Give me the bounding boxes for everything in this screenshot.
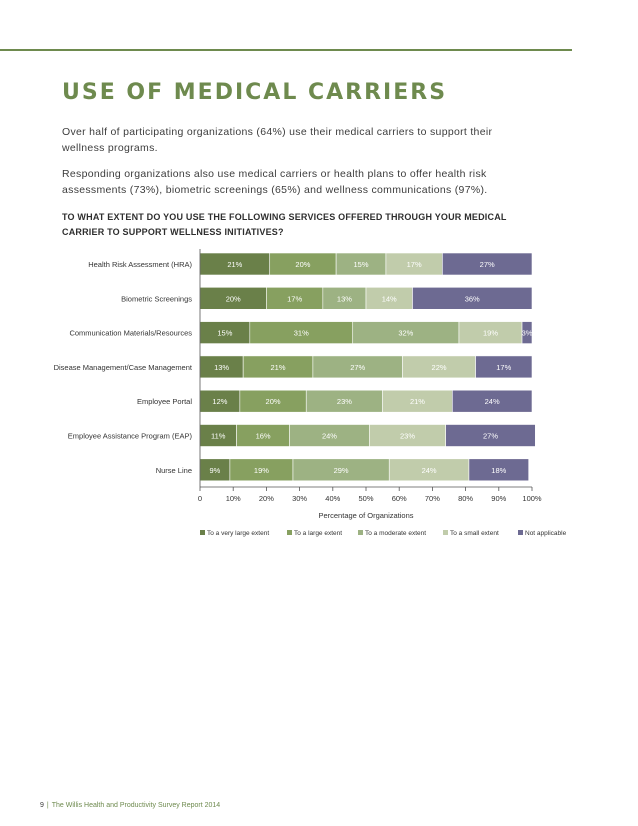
- data-label: 21%: [227, 260, 243, 269]
- data-label: 23%: [399, 431, 416, 441]
- survey-question: TO WHAT EXTENT DO YOU USE THE FOLLOWING SERVICES OFFERED THROUGH YOUR MEDICAL CARRIER TO SUPPORT WELLNESS INITIATIVES?: [62, 212, 507, 237]
- data-label: 22%: [431, 362, 447, 372]
- data-label: 21%: [409, 397, 425, 407]
- legend-swatch: [287, 530, 292, 535]
- legend-label: Not applicable: [525, 530, 567, 537]
- category-label: Employee Portal: [136, 397, 192, 407]
- x-tick-label: 70%: [424, 494, 440, 503]
- legend-label: To a moderate extent: [365, 530, 427, 537]
- data-label: 23%: [336, 397, 352, 407]
- top-rule: [0, 49, 572, 51]
- page-footer: [40, 802, 220, 809]
- legend-label: To a very large extent: [207, 530, 270, 537]
- data-label: 20%: [295, 260, 311, 269]
- data-label: 16%: [255, 431, 271, 441]
- data-label: 17%: [287, 294, 303, 304]
- category-label: Nurse Line: [155, 465, 192, 475]
- intro-paragraph: Over half of participating organizations (64%) use their medical carriers to support their wellness programs.: [62, 126, 493, 154]
- data-label: 27%: [482, 431, 499, 441]
- category-label: Employee Assistance Program (EAP): [67, 431, 192, 441]
- legend-swatch: [443, 530, 448, 535]
- stacked-bar-chart: [0, 240, 638, 560]
- data-label: 20%: [265, 397, 281, 407]
- data-label: 20%: [225, 294, 241, 304]
- legend-swatch: [358, 530, 363, 535]
- category-label: Disease Management/Case Management: [53, 362, 192, 372]
- data-label: 27%: [350, 362, 366, 372]
- report-title: The Willis Health and Productivity Survey Report 2014: [51, 802, 221, 809]
- page-number: 9: [40, 802, 44, 809]
- category-label: Health Risk Assessment (HRA): [88, 260, 192, 269]
- footer-separator: |: [46, 802, 49, 809]
- data-label: 17%: [496, 362, 512, 372]
- data-label: 19%: [482, 328, 499, 338]
- x-tick-label: 100%: [522, 494, 542, 503]
- carrier-services-paragraph: Responding organizations also use medical carriers or health plans to offer health risk assessments (73%), biometric screenings (65%) and wellness communications (97%).: [62, 168, 488, 196]
- data-label: 13%: [336, 294, 352, 304]
- x-tick-label: 20%: [258, 494, 274, 503]
- data-label: 36%: [464, 294, 480, 304]
- data-label: 15%: [353, 260, 369, 269]
- data-label: 12%: [212, 397, 228, 407]
- x-tick-label: 0: [197, 494, 203, 503]
- legend-label: To a small extent: [450, 530, 499, 537]
- data-label: 18%: [491, 465, 507, 475]
- data-label: 11%: [211, 431, 226, 441]
- data-label: 9%: [209, 465, 221, 475]
- data-label: 31%: [293, 328, 309, 338]
- data-label: 24%: [421, 465, 437, 475]
- x-tick-label: 80%: [458, 494, 474, 503]
- legend-label: To a large extent: [294, 530, 343, 537]
- legend-swatch: [200, 530, 205, 535]
- x-tick-label: 30%: [292, 494, 308, 503]
- data-label: 32%: [398, 328, 414, 338]
- category-label: Communication Materials/Resources: [69, 328, 192, 338]
- x-tick-label: 90%: [491, 494, 507, 503]
- x-tick-label: 60%: [391, 494, 407, 503]
- data-label: 15%: [217, 328, 233, 338]
- category-label: Biometric Screenings: [121, 294, 192, 304]
- legend-swatch: [518, 530, 523, 535]
- x-tick-label: 50%: [358, 494, 374, 503]
- data-label: 27%: [479, 260, 495, 269]
- x-tick-label: 40%: [325, 494, 341, 503]
- data-label: 13%: [214, 362, 230, 372]
- page-title: USE OF MEDICAL CARRIERS: [62, 80, 448, 105]
- data-label: 24%: [484, 397, 500, 407]
- data-label: 19%: [253, 465, 269, 475]
- data-label: 29%: [333, 465, 349, 475]
- data-label: 24%: [321, 431, 337, 441]
- x-tick-label: 10%: [225, 494, 241, 503]
- data-label: 17%: [406, 260, 422, 269]
- x-axis-title: Percentage of Organizations: [318, 511, 414, 520]
- data-label: 3%: [521, 328, 533, 338]
- data-label: 21%: [270, 362, 286, 372]
- data-label: 14%: [381, 294, 397, 304]
